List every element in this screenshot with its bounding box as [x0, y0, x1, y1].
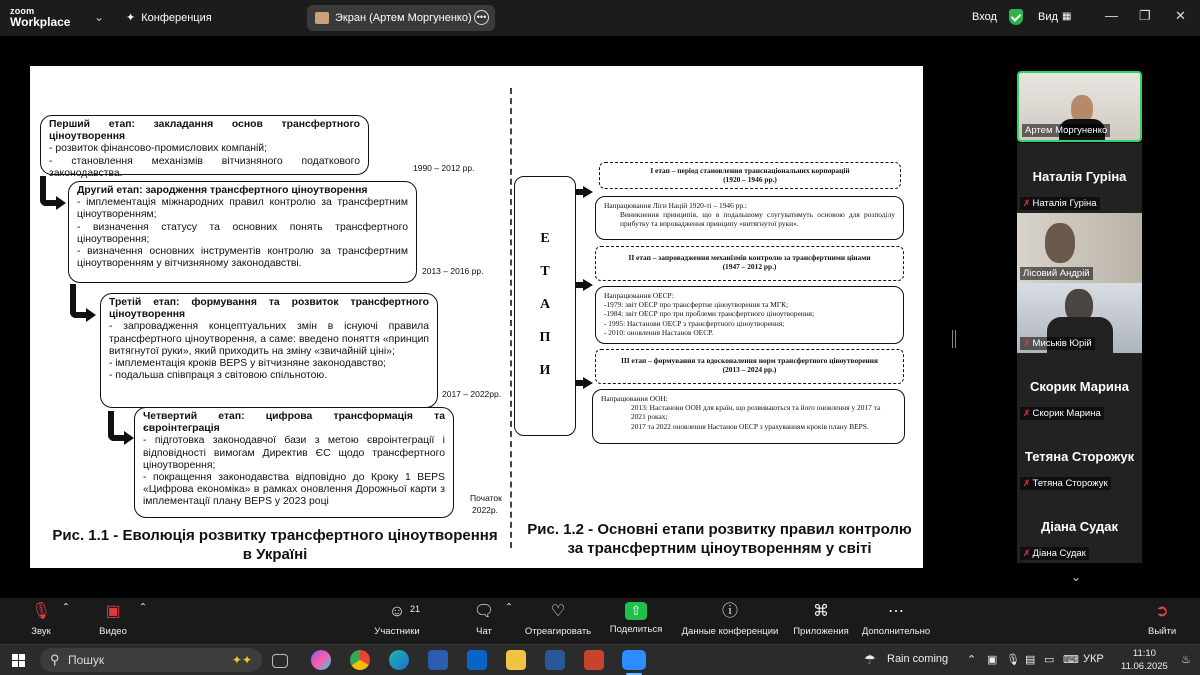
presenter-avatar-icon	[315, 12, 329, 24]
conference-label: Конференция	[141, 11, 212, 24]
stage-arrow	[108, 411, 124, 441]
participant-name: Артем Моргуненко	[1022, 124, 1110, 137]
detail-heading: Напрацювання ООН:	[601, 394, 668, 403]
world-stage2-detail	[595, 286, 904, 344]
detail-text: - 2010: оновлення Настанов ОЕСР.	[604, 327, 714, 337]
world-stage1-detail	[595, 196, 904, 240]
etapi-letter: П	[539, 330, 551, 345]
stage3-box	[100, 293, 438, 408]
word-icon[interactable]	[545, 650, 565, 670]
stage4-line: - покращення законодавства відповідно до Кроку 1 BEPS «Цифрова економіка» в рамках оновлення Дорожньої карти з імплементації плану BEPS у 2023 році	[143, 472, 445, 508]
file-explorer-icon[interactable]	[506, 650, 526, 670]
stage1-box	[40, 115, 369, 179]
heart-icon: ♡	[550, 603, 566, 620]
etapi-letter: Е	[540, 231, 550, 246]
detail-text: - 1995: Настанови ОЕСР з трансфертного ціноутворення;	[604, 318, 785, 328]
paw-icon: ✦	[126, 12, 136, 24]
etapi-letter: Т	[540, 264, 550, 279]
menu-chevron-icon[interactable]: ⌄	[94, 10, 105, 24]
participant-name-row	[1020, 407, 1104, 420]
shared-slide	[30, 66, 923, 568]
meeting-controls	[0, 598, 1200, 644]
logo-small: zoom	[10, 6, 35, 16]
video-off-icon: ▣	[105, 603, 121, 620]
detail-heading: Напрацювання Ліги Націй 1920-ті – 1946 рр.:	[604, 201, 747, 210]
apps-button[interactable]	[791, 602, 851, 637]
participant-name-row	[1020, 197, 1100, 210]
leave-label: Выйти	[1148, 626, 1177, 637]
weather-text[interactable]: Rain coming	[887, 653, 949, 665]
chat-icon: 🗨	[473, 603, 495, 620]
participant-tile[interactable]	[1017, 213, 1142, 283]
period-label: Початок	[470, 493, 502, 503]
participant-name: Миськів Юрій	[1032, 338, 1092, 349]
panel-resize-handle[interactable]	[952, 330, 956, 348]
participant-name: Діана Судак	[1032, 548, 1086, 559]
tray-app-icon[interactable]: ▣	[987, 654, 998, 666]
participant-name: Скорик Марина	[1032, 408, 1101, 419]
participant-face	[1045, 223, 1075, 263]
participant-tile[interactable]	[1017, 71, 1142, 142]
participant-tile[interactable]	[1017, 143, 1142, 213]
stage1-line: - розвиток фінансово-промислових компаній;	[49, 143, 267, 155]
share-button[interactable]	[609, 602, 663, 635]
top-bar	[0, 0, 1200, 36]
mic-muted-icon: ✗	[1023, 408, 1031, 418]
etapi-letter: И	[539, 363, 551, 378]
participant-tile[interactable]	[1017, 493, 1142, 563]
audio-options-chevron-icon[interactable]: ⌃	[62, 602, 70, 613]
mic-muted-icon: ✗	[1023, 478, 1031, 488]
monitor-tray-icon[interactable]: ▤	[1025, 654, 1036, 666]
task-view-icon[interactable]	[272, 654, 288, 668]
figure-caption-right: Рис. 1.2 - Основні етапи розвитку правил контролю за трансфертним ціноутворенням у світі	[527, 521, 912, 557]
participant-tile[interactable]	[1017, 283, 1142, 353]
participant-name: Лісовий Андрій	[1020, 267, 1093, 280]
participant-big-name: Скорик Марина	[1030, 379, 1129, 394]
stage-arrow	[70, 284, 86, 318]
apps-label: Приложения	[793, 626, 849, 637]
keyboard-icon[interactable]: ⌨	[1063, 654, 1079, 666]
search-icon: ⚲	[50, 652, 60, 667]
etapi-letter: А	[539, 297, 551, 312]
weather-icon: ☂	[864, 652, 876, 667]
react-button[interactable]	[524, 602, 592, 637]
stage2-box	[68, 181, 417, 283]
participant-name: Тетяна Сторожук	[1032, 478, 1108, 489]
participant-big-name: Наталія Гуріна	[1032, 169, 1127, 184]
zoom-logo	[10, 6, 70, 28]
audio-button[interactable]	[28, 602, 54, 637]
mic-tray-icon[interactable]: 🎙	[1006, 654, 1020, 666]
clock[interactable]	[1121, 647, 1168, 673]
video-options-chevron-icon[interactable]: ⌃	[139, 602, 147, 613]
battery-icon[interactable]: ▭	[1044, 654, 1055, 666]
mic-muted-icon: 🎙	[30, 603, 52, 620]
search-placeholder: Пошук	[68, 653, 105, 667]
conference-menu[interactable]	[126, 11, 212, 24]
powerpoint-icon[interactable]	[584, 650, 604, 670]
participant-tile[interactable]	[1017, 353, 1142, 423]
more-button[interactable]	[860, 602, 932, 637]
zoom-icon[interactable]	[622, 650, 646, 670]
view-grid-icon[interactable]: ▦	[1062, 11, 1072, 22]
react-label: Отреагировать	[524, 626, 592, 637]
edge-icon[interactable]	[389, 650, 409, 670]
divider-line	[510, 88, 512, 548]
taskbar-search[interactable]	[40, 648, 262, 672]
participants-label: Участники	[374, 626, 420, 637]
participant-big-name: Тетяна Сторожук	[1024, 449, 1135, 464]
minimize-icon[interactable]: —	[1105, 8, 1118, 23]
share-label: Поделиться	[609, 624, 663, 635]
audio-label: Звук	[31, 626, 51, 637]
period-label: 2013 – 2016 рр.	[422, 266, 484, 276]
show-hidden-icons-chevron-icon[interactable]: ⌃	[967, 654, 977, 666]
detail-text: -1984: звіт ОЕСР про три проблеми трансфертного ціноутворення;	[604, 309, 815, 319]
participants-icon: ☺	[388, 603, 406, 620]
stage3-line: - запровадження концептуальних змін в існуючі правила трансфертного ціноутворення, а саме: введено поняття «принцип витягнутої руки», який приходить на зміну «звичайній ціні»;	[109, 321, 429, 357]
video-label: Видео	[99, 626, 127, 637]
leave-icon: ➲	[1155, 603, 1169, 620]
stage4-box	[134, 407, 454, 518]
chat-button[interactable]	[472, 602, 496, 637]
world-stage3-header	[595, 349, 904, 384]
mic-muted-icon: ✗	[1023, 548, 1031, 558]
arrow-right-icon	[575, 279, 593, 291]
copilot-icon[interactable]	[311, 650, 331, 670]
world-stage2-title: II етап – запровадження механізмів контролю за трансфертними цінами	[628, 253, 871, 262]
world-stage2-years: (1947 – 2012 рр.)	[722, 262, 777, 272]
stage-arrow	[40, 176, 56, 206]
mic-muted-icon: ✗	[1023, 338, 1031, 348]
participant-name: Наталія Гуріна	[1032, 198, 1097, 209]
notifications-bell-icon[interactable]: ♨	[1181, 654, 1191, 666]
stage2-line: - визначення статусу та основних понять трансфертного ціноутворення;	[77, 221, 408, 245]
language-indicator[interactable]: УКР	[1083, 653, 1104, 665]
share-screen-icon: ⇧	[625, 602, 647, 620]
participant-tile[interactable]	[1017, 423, 1142, 493]
video-button[interactable]	[98, 602, 128, 637]
world-stage2-header	[595, 246, 904, 281]
clock-time: 11:10	[1132, 648, 1156, 659]
world-stage3-years: (2013 – 2024 рр.)	[722, 365, 777, 375]
world-stage3-title: III етап – формування та вдосконалення норм трансфертного ціноутворення	[620, 356, 879, 365]
participant-name-row	[1020, 477, 1111, 490]
restore-icon[interactable]: ❐	[1139, 8, 1151, 23]
windows-start-icon[interactable]	[12, 654, 25, 667]
stage2-line: - визначення основних інструментів контролю за трансфертним ціноутворенням у вітчизняному законодавстві.	[77, 246, 408, 270]
stage3-line: - подальша співпраця з світовою спільнотою.	[109, 370, 328, 382]
chevron-down-icon[interactable]: ⌄	[1071, 570, 1082, 584]
period-label: 2017 – 2022рр.	[442, 389, 502, 399]
participant-name-row	[1020, 337, 1095, 350]
stage1-line: - становлення механізмів вітчизняного податкового законодавства.	[49, 155, 360, 179]
world-stage1-header	[599, 162, 901, 189]
stage3-line: - імплементація кроків BEPS у вітчизняне законодавство;	[109, 358, 387, 370]
world-stage3-detail	[592, 389, 905, 444]
signin-button[interactable]: Вход	[972, 11, 997, 23]
more-icon: ⋯	[888, 603, 904, 620]
stage2-title: Другий етап: зародження трансфертного ціноутворення	[77, 185, 368, 196]
windows-taskbar	[0, 644, 1200, 675]
view-button[interactable]: Вид	[1038, 11, 1058, 23]
arrow-right-icon	[575, 377, 593, 389]
meeting-info-button[interactable]	[680, 602, 780, 637]
participant-big-name: Діана Судак	[1040, 519, 1119, 534]
stage2-line: - імплементація міжнародних правил контролю за трансфертним ціноутворенням;	[77, 197, 408, 221]
etapi-box	[514, 176, 576, 436]
mic-muted-icon: ✗	[1023, 198, 1031, 208]
detail-text: -1979: звіт ОЕСР про трансфертне ціноутворення та МГК;	[604, 300, 789, 310]
more-options-icon[interactable]: •••	[474, 10, 489, 25]
store-icon[interactable]	[428, 650, 448, 670]
outlook-icon[interactable]	[467, 650, 487, 670]
sparkle-icon: ✦✦	[231, 653, 252, 667]
stage1-title: Перший етап: закладання основ трансфертного ціноутворення	[49, 119, 360, 143]
clock-date: 11.06.2025	[1121, 661, 1168, 672]
detail-heading: Напрацювання ОЕСР:	[604, 291, 674, 300]
close-icon[interactable]: ✕	[1175, 8, 1186, 23]
detail-text: 2013: Настанови ООН для країн, що розвиваються та його оновлення у 2017 та 2021 роках;	[631, 403, 881, 422]
screen-share-indicator[interactable]	[307, 5, 495, 31]
more-label: Дополнительно	[861, 626, 931, 637]
world-stage1-years: (1920 – 1946 рр.)	[723, 175, 777, 185]
security-shield-icon[interactable]	[1009, 9, 1023, 25]
figure-caption-left: Рис. 1.1 - Еволюція розвитку трансфертного ціноутворення в Україні	[52, 527, 498, 563]
leave-button[interactable]	[1148, 602, 1176, 637]
info-icon: ⓘ	[721, 603, 738, 620]
chat-label: Чат	[476, 626, 492, 637]
chat-options-chevron-icon[interactable]: ⌃	[505, 602, 513, 613]
detail-text: Виникнення принципів, що в подальшому слугуватимуть основою для розподілу прибутку та впровадження принципу «витягнутої руки».	[620, 210, 895, 229]
arrow-right-icon	[575, 186, 593, 198]
meeting-info-label: Данные конференции	[681, 626, 779, 637]
period-label: 1990 – 2012 рр.	[413, 163, 475, 173]
stage4-line: - підготовка законодавчої бази з метою євроінтеграції і відповідності вимогам Директив ЄС щодо трансфертного ціноутворення;	[143, 435, 445, 471]
world-stage1-title: I етап – період становлення транснаціональних корпорацій	[650, 166, 850, 175]
screen-share-label: Экран (Артем Моргуненко)	[335, 12, 472, 24]
chrome-icon[interactable]	[350, 650, 370, 670]
logo-main: Workplace	[10, 15, 71, 29]
period-label: 2022р.	[472, 505, 498, 515]
stage3-title: Третій етап: формування та розвиток трансфертного ціноутворення	[109, 297, 429, 321]
stage4-title: Четвертий етап: цифрова трансформація та євроінтеграція	[143, 411, 445, 435]
participants-count: 21	[410, 604, 421, 614]
participant-name-row	[1020, 547, 1089, 560]
apps-icon: ⌘	[813, 603, 829, 620]
detail-text: 2017 та 2022 оновлення Настанов ОЕСР з урахуванням кроків плану BEPS.	[631, 421, 869, 431]
